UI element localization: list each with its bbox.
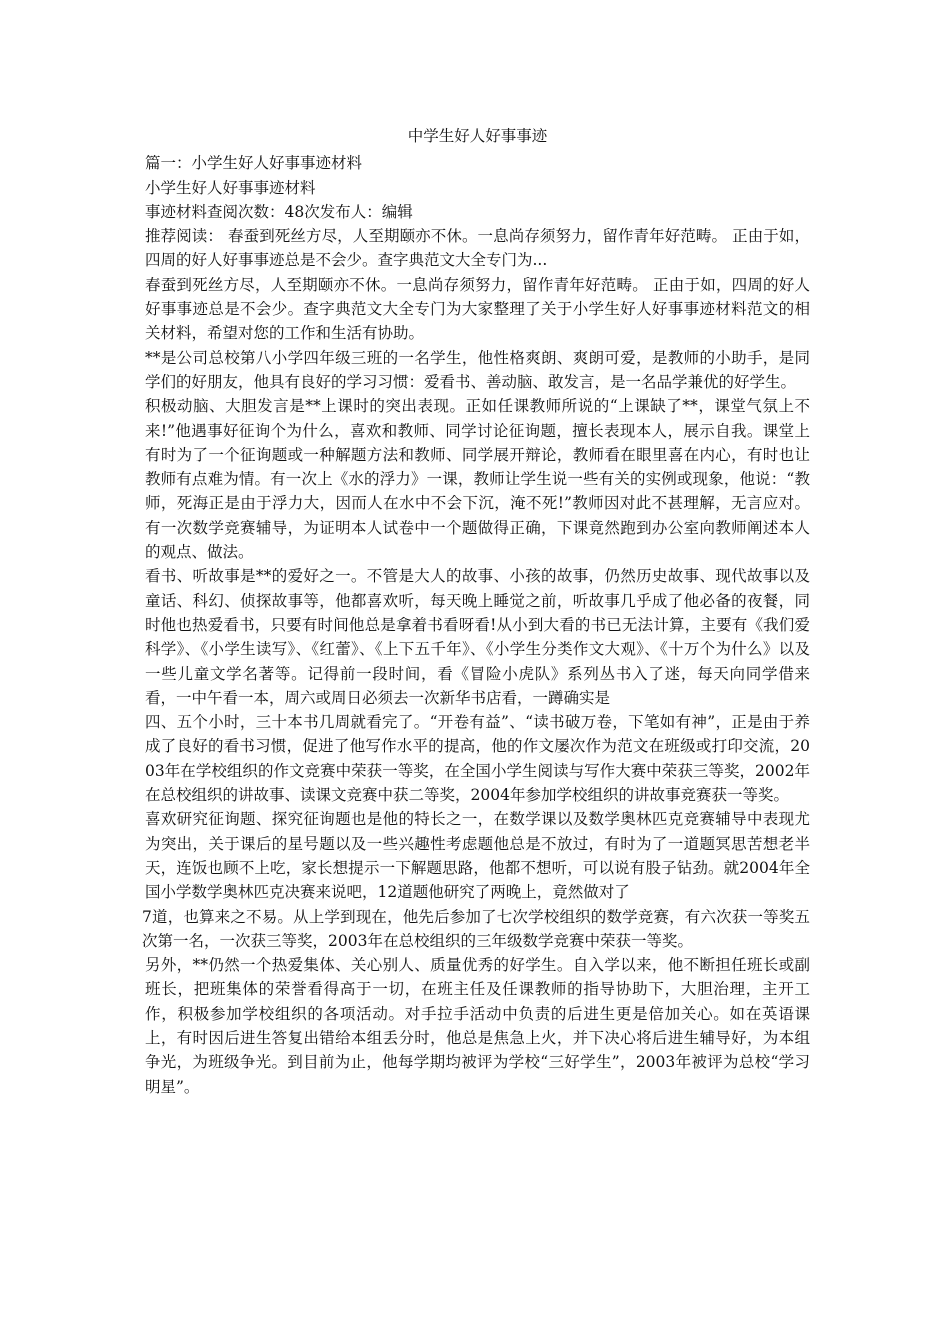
paragraph-meta: 事迹材料查阅次数：48次发布人：编辑 [145, 202, 413, 221]
document-body [142, 124, 810, 1099]
paragraph-math-continued: 7道，也算来之不易。从上学到现在，他先后参加了七次学校组织的数学竞赛，有六次获一等奖五次第一名，一次获三等奖，2003年在总校组织的三年级数学竞赛中荣获一等奖。 [142, 907, 810, 950]
document-title: 中学生好人好事事迹 [407, 127, 548, 145]
paragraph-class-performance: 积极动脑、大胆发言是**上课时的突出表现。正如任课教师所说的“上课缺了**，课堂气氛上不来!”他遇事好征询个为什么，喜欢和教师、同学讨论征询题，擅长表现本人，展示自我。课堂上有时为了一个征询题或一种解题方法和教师、同学展开辩论，教师看在眼里喜在内心，有时也让教师有点难为情。有一次上《水的浮力》一课，教师让学生说一些有关的实例或现象，他说：“教师，死海正是由于浮力大，因而人在水中不会下沉，淹不死!”教师因对此不甚理解，无言应对。有一次数学竞赛辅导，为证明本人试卷中一个题做得正确，下课竟然跑到办公室向教师阐述本人的观点、做法。 [145, 397, 810, 562]
paragraph-reading: 看书、听故事是**的爱好之一。不管是大人的故事、小孩的故事，仍然历史故事、现代故事以及童话、科幻、侦探故事等，他都喜欢听，每天晚上睡觉之前，听故事几乎成了他必备的夜餐，同时他也热爱看书，只要有时间他总是拿着书看呀看!从小到大看的书已无法计算，主要有《我们爱科学》、《小学生读写》、《红蕾》、《上下五千年》、《小学生分类作文大观》、《十万个为什么》以及一些儿童文学名著等。记得前一段时间，看《冒险小虎队》系列丛书入了迷，每天向同学借来看，一中午看一本，周六或周日必须去一次新华书店看，一蹲确实是 [145, 567, 810, 707]
paragraph-awards: 四、五个小时，三十本书几周就看完了。“开卷有益”、“读书破万卷，下笔如有神”，正是由于养成了良好的看书习惯，促进了他写作水平的提高，他的作文屡次作为范文在班级或打印交流，2003年在学校组织的作文竞赛中荣获一等奖，在全国小学生阅读与写作大赛中荣获三等奖，2002年在总校组织的讲故事、读课文竞赛中获二等奖，2004年参加学校组织的讲故事竞赛获一等奖。 [145, 713, 810, 805]
paragraph-heading-1: 篇一：小学生好人好事事迹材料 [145, 154, 363, 173]
paragraph-math: 喜欢研究征询题、探究征询题也是他的特长之一，在数学课以及数学奥林匹克竞赛辅导中表现尤为突出，关于课后的星号题以及一些兴趣性考虑题他总是不放过，有时为了一道题冥思苦想老半天，连饭也顾不上吃，家长想提示一下解题思路，他都不想听，可以说有股子钻劲。就2004年全国小学数学奥林匹克决赛来说吧，12道题他研究了两晚上，竟然做对了 [145, 810, 810, 902]
paragraph-intro: 春蚕到死丝方尽，人至期颐亦不休。一息尚存须努力，留作青年好范畴。 正由于如，四周的好人好事事迹总是不会少。查字典范文大全专门为大家整理了关于小学生好人好事事迹材料范文的相关材料，希望对您的工作和生活有协助。 [145, 275, 810, 343]
paragraph-student: **是公司总校第八小学四年级三班的一名学生，他性格爽朗、爽朗可爱，是教师的小助手，是同学们的好朋友，他具有良好的学习习惯：爱看书、善动脑、敢发言，是一名品学兼优的好学生。 [145, 348, 810, 391]
paragraph-collective: 另外，**仍然一个热爱集体、关心别人、质量优秀的好学生。自入学以来，他不断担任班长或副班长，把班集体的荣誉看得高于一切，在班主任及任课教师的指导协助下，大胆治理，主开工作，积极参加学校组织的各项活动。对手拉手活动中负责的后进生更是倍加关心。如在英语课上，有时因后进生答复出错给本组丢分时，他总是焦急上火，并下决心将后进生辅导好，为本组争光，为班级争光。到目前为止，他每学期均被评为学校“三好学生”，2003年被评为总校“学习明星”。 [145, 956, 810, 1096]
paragraph-recommend: 推荐阅读： 春蚕到死丝方尽，人至期颐亦不休。一息尚存须努力，留作青年好范畴。 正由于如，四周的好人好事事迹总是不会少。查字典范文大全专门为... [145, 227, 810, 270]
paragraph-heading-2: 小学生好人好事事迹材料 [145, 178, 316, 197]
